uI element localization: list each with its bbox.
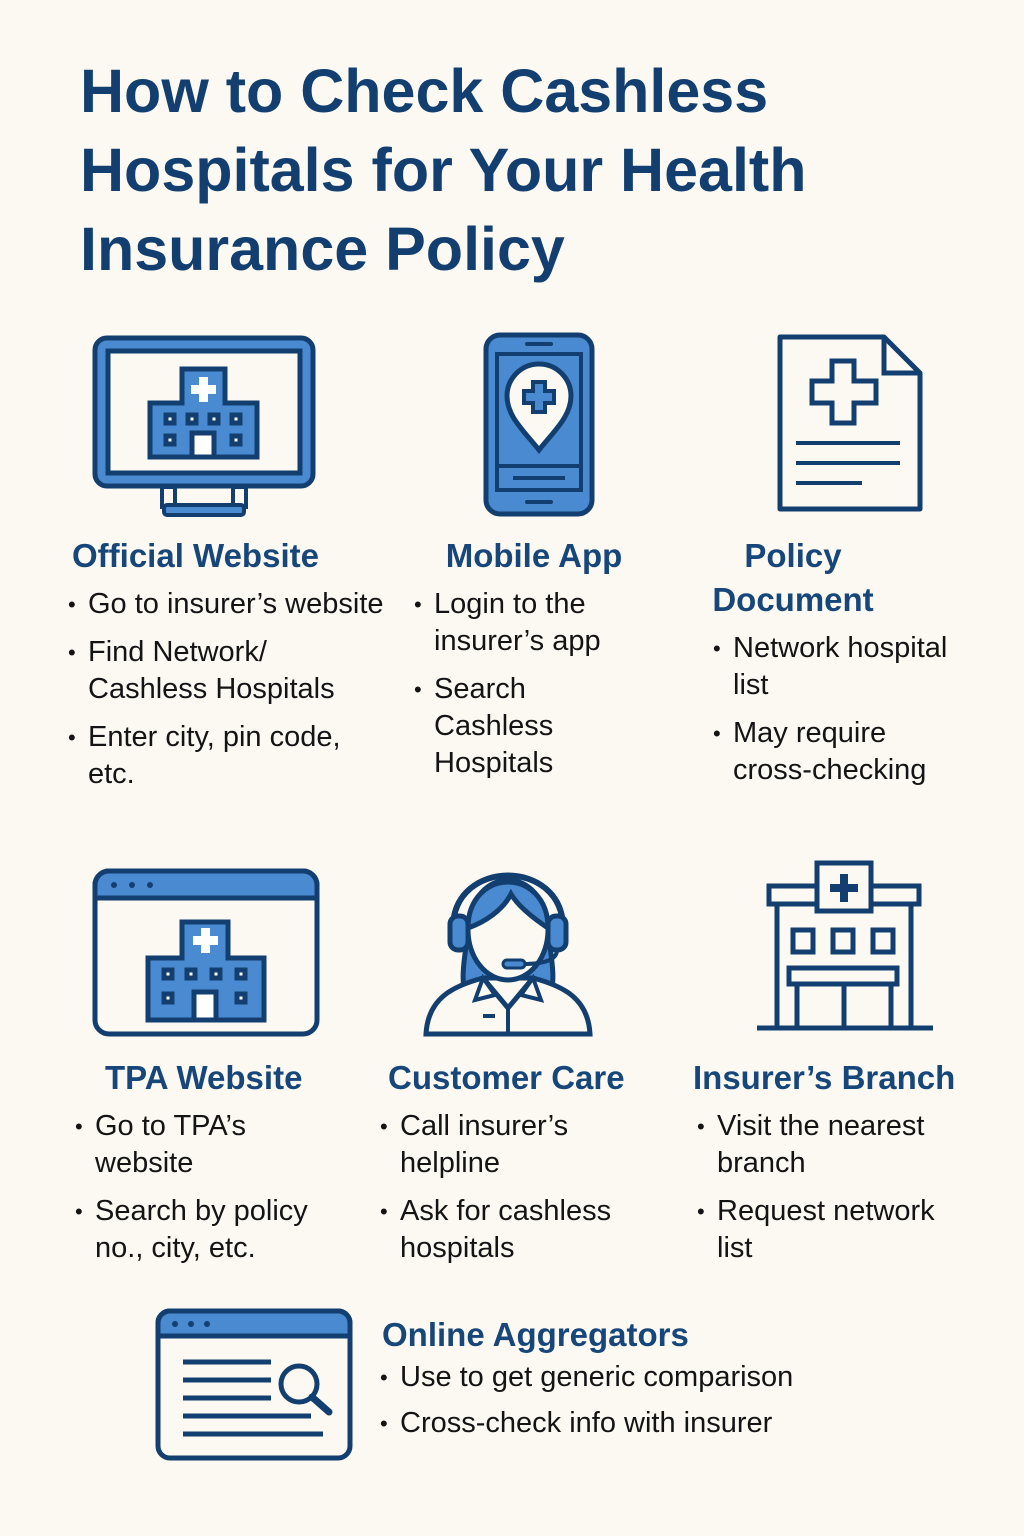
method-official-website bbox=[68, 534, 388, 804]
browser-hospital-icon bbox=[92, 868, 320, 1038]
bullet-item: • Login to the insurer’s app bbox=[414, 586, 624, 660]
bullet-item: • Enter city, pin code, etc. bbox=[68, 719, 388, 793]
monitor-hospital-icon bbox=[92, 335, 316, 517]
method-customer-care bbox=[380, 1056, 670, 1278]
method-insurers-branch bbox=[693, 1056, 1003, 1278]
bullet-item: • Call insurer’s helpline bbox=[380, 1108, 600, 1182]
branch-building-icon bbox=[757, 860, 933, 1033]
bullet-item: • Ask for cashless hospitals bbox=[380, 1193, 640, 1267]
bullet-item: • Search by policy no., city, etc. bbox=[75, 1193, 335, 1267]
bullet-item: • Request network list bbox=[697, 1193, 977, 1267]
section-heading: Online Aggregators bbox=[382, 1316, 689, 1353]
section-heading: TPA Website bbox=[105, 1059, 303, 1096]
phone-location-icon bbox=[483, 332, 595, 517]
bullet-item: • Cross-check info with insurer bbox=[380, 1405, 900, 1442]
medical-document-icon bbox=[776, 333, 924, 514]
bullet-item: • Go to TPA’s website bbox=[75, 1108, 275, 1182]
bullet-item: • Visit the nearest branch bbox=[697, 1108, 967, 1182]
section-heading: Mobile App bbox=[445, 537, 623, 574]
section-heading: Official Website bbox=[72, 537, 319, 574]
method-tpa-website bbox=[75, 1056, 345, 1278]
section-heading: Insurer’s Branch bbox=[693, 1059, 956, 1096]
section-heading: Policy Document bbox=[712, 537, 874, 618]
bullet-item: • Search Cashless Hospitals bbox=[414, 671, 634, 782]
page-title: How to Check Cashless Hospitals for Your Health Insurance Policy bbox=[80, 57, 807, 283]
method-online-aggregators bbox=[380, 1313, 900, 1453]
bullet-item: • Use to get generic comparison bbox=[380, 1359, 900, 1396]
bullet-item: • May require cross-checking bbox=[713, 715, 953, 789]
method-policy-document bbox=[713, 534, 983, 800]
headset-agent-icon bbox=[423, 848, 593, 1038]
bullet-item: • Go to insurer’s website bbox=[68, 586, 388, 623]
method-mobile-app bbox=[414, 534, 704, 793]
section-heading: Customer Care bbox=[388, 1059, 625, 1096]
bullet-item: • Find Network/ Cashless Hospitals bbox=[68, 634, 388, 708]
browser-search-icon bbox=[155, 1308, 353, 1461]
bullet-item: • Network hospital list bbox=[713, 630, 973, 704]
